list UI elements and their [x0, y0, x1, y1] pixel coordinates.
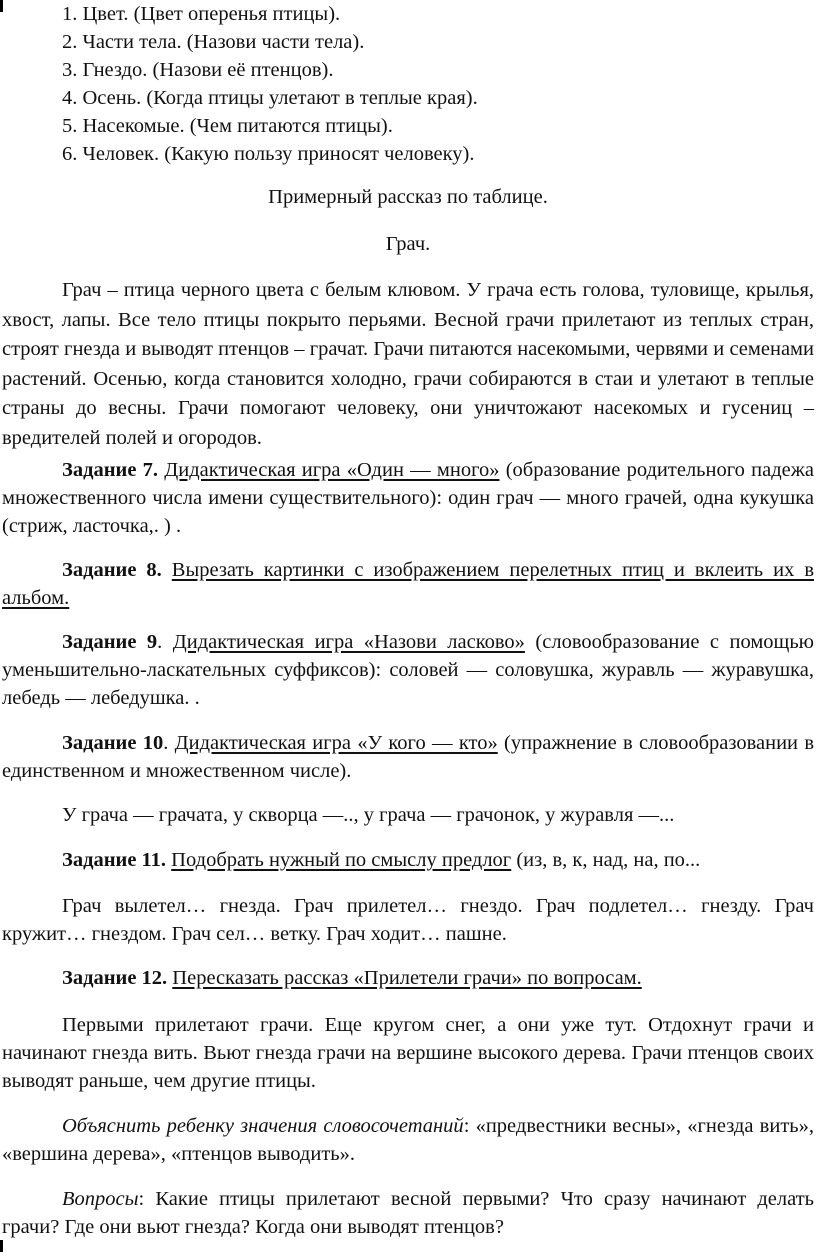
task-9: [2, 628, 814, 712]
page-corner-mark: [0, 0, 3, 12]
task-12-label: Задание 12.: [62, 967, 168, 989]
task-11: [2, 846, 814, 874]
task-9-label: Задание 9: [62, 631, 158, 653]
explain-label: Объяснить ребенку значения словосочетаний: [62, 1115, 464, 1137]
task-10-label: Задание 10: [62, 732, 164, 754]
story-title: Грач.: [385, 233, 431, 255]
task-10-text: (упражнение в словообразовании в единственном и множественном числе).: [2, 732, 815, 782]
task-8: [2, 556, 814, 612]
task-10-example: У грача — грачата, у скворца —.., у грача — грачонок, у журавля —...: [62, 804, 675, 826]
page-corner-mark: [0, 1240, 3, 1252]
question-item: 6. Человек. (Какую пользу приносят человеку).: [62, 143, 475, 165]
questions-label: Вопросы: [62, 1188, 139, 1210]
task-7-title: Дидактическая игра «Один — много»: [164, 459, 500, 481]
explain-text: : «предвестники весны», «гнезда вить», «вершина дерева», «птенцов выводить».: [2, 1115, 814, 1165]
question-item: 1. Цвет. (Цвет оперенья птицы).: [62, 3, 341, 25]
task-12: [2, 964, 814, 992]
task-9-text: (словообразование с помощью уменьшительно-ласкательных суффиксов): соловей — соловушка, журавль — журавушка, лебедь — лебедушка. .: [2, 631, 814, 709]
task-11-text: (из, в, к, над, на, по...: [511, 849, 701, 871]
task-11-title: Подобрать нужный по смыслу предлог: [171, 849, 512, 871]
sample-heading: Примерный рассказ по таблице.: [268, 186, 548, 208]
questions-block: [2, 1185, 814, 1241]
task-7: [2, 456, 814, 540]
task-12-story: Первыми прилетают грачи. Еще кругом снег, а они уже тут. Отдохнут грачи и начинают гнезда вить. Вьют гнезда грачи на вершине высокого дерева. Грачи птенцов своих выводят раньше, чем другие птицы.: [2, 1014, 814, 1092]
task-11-exercise: Грач вылетел… гнезда. Грач прилетел… гнездо. Грач подлетел… гнезду. Грач кружит… гнездом. Грач сел… ветку. Грач ходит… пашне.: [2, 895, 814, 945]
question-list: [62, 0, 478, 168]
task-8-title: Вырезать картинки с изображением перелетных птиц и вклеить их в альбом.: [2, 559, 815, 609]
question-item: 3. Гнездо. (Назови её птенцов).: [62, 59, 334, 81]
task-11-label: Задание 11.: [62, 849, 167, 871]
questions-text: : Какие птицы прилетают весной первыми? Что сразу начинают делать грачи? Где они вьют гнезда? Когда они выводят птенцов?: [2, 1188, 814, 1238]
question-item: 4. Осень. (Когда птицы улетают в теплые края).: [62, 87, 478, 109]
question-item: 5. Насекомые. (Чем питаются птицы).: [62, 115, 393, 137]
story-paragraph: Грач – птица черного цвета с белым клювом. У грача есть голова, туловище, крылья, хвост, лапы. Все тело птицы покрыто перьями. Весной грачи прилетают из теплых стран, строят гнезда и выводят птенцов – грачат. Грачи питаются насекомыми, червями и семенами растений. Осенью, когда становится холодно, грачи собираются в стаи и улетают в теплые страны до весны. Грачи помогают человеку, они уничтожают насекомых и гусениц – вредителей полей и огородов.: [2, 279, 814, 449]
task-10-separator: .: [163, 732, 175, 754]
task-9-separator: .: [157, 631, 173, 653]
task-10: [2, 729, 814, 785]
task-7-label: Задание 7.: [62, 459, 159, 481]
task-9-title: Дидактическая игра «Назови ласково»: [172, 631, 525, 653]
task-7-text: (образование родительного падежа множественного числа имени существительного): один грач — много грачей, одна кукушка (стриж, ласточка,. ) .: [2, 459, 814, 537]
explain-phrases: [2, 1112, 814, 1168]
task-12-title: Пересказать рассказ «Прилетели грачи» по вопросам.: [172, 967, 642, 989]
task-10-title: Дидактическая игра «У кого — кто»: [174, 732, 498, 754]
question-item: 2. Части тела. (Назови части тела).: [62, 31, 365, 53]
task-8-label: Задание 8.: [62, 559, 162, 581]
